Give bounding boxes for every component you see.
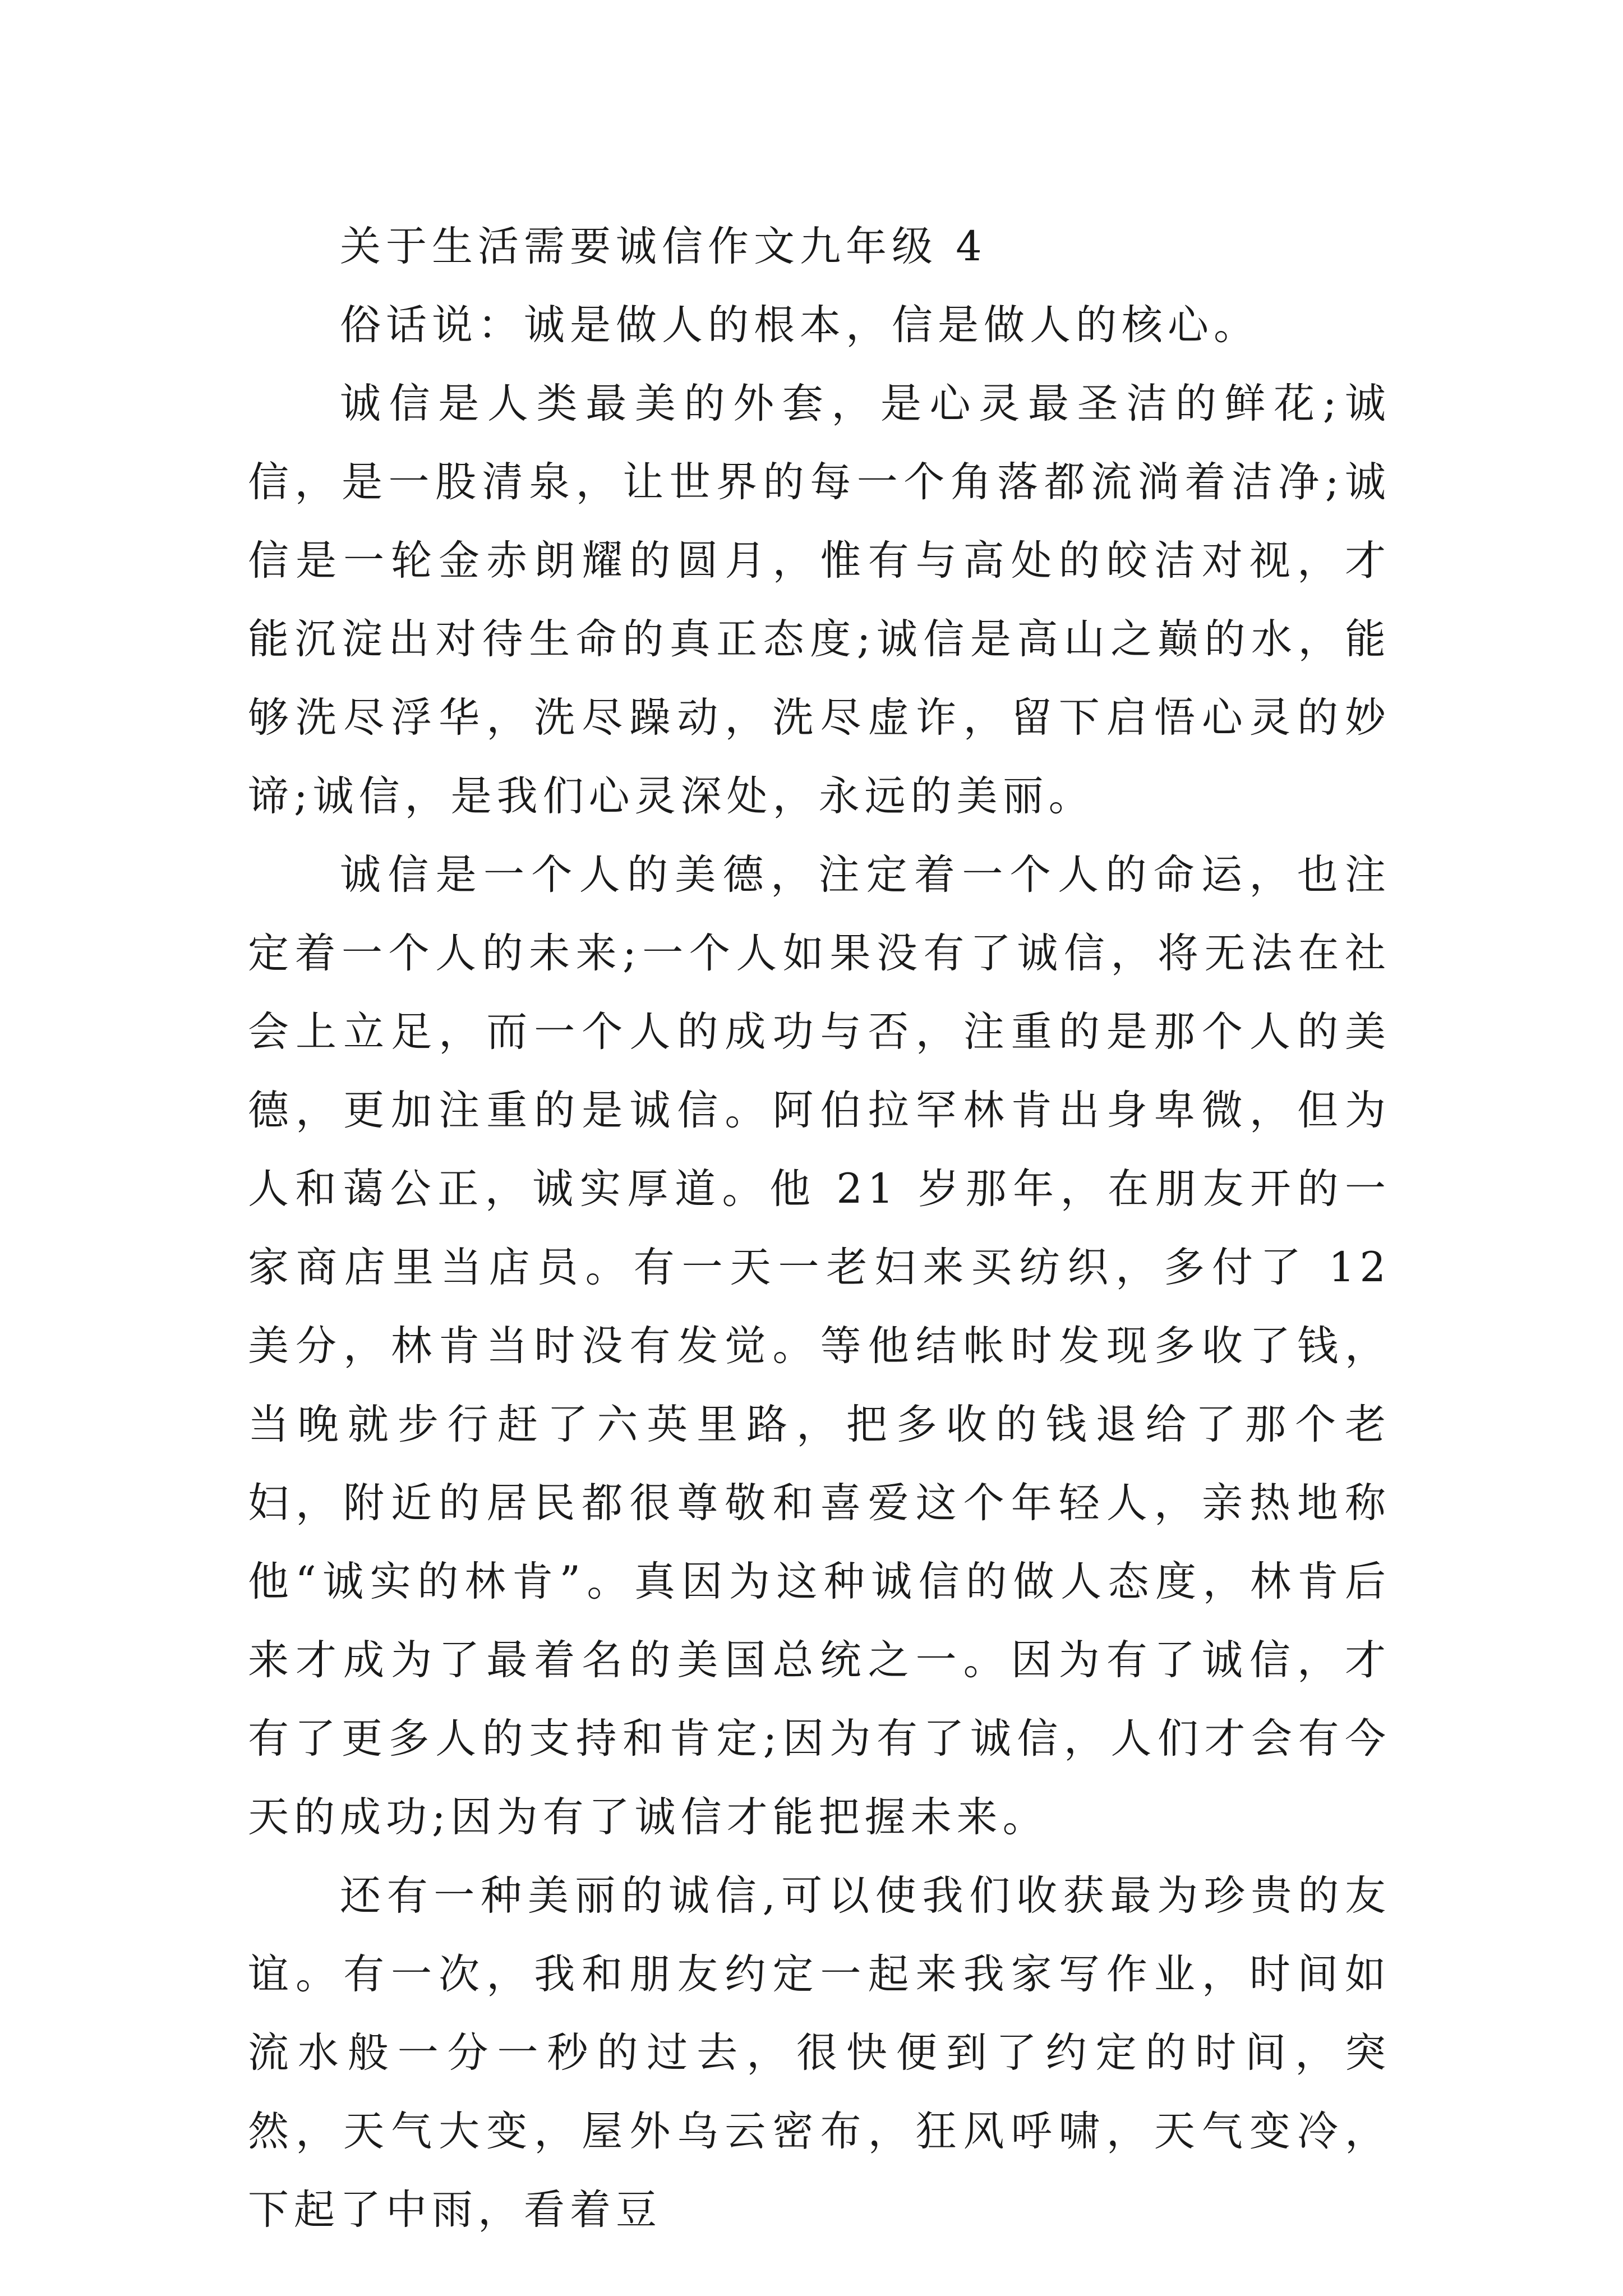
saying-line: 俗话说：诚是做人的根本，信是做人的核心。 <box>340 301 1260 349</box>
document-title: 关于生活需要诚信作文九年级 4 <box>340 223 987 270</box>
paragraph-1: 诚信是人类最美的外套，是心灵最圣洁的鲜花;诚信，是一股清泉，让世界的每一个角落都流淌着洁净;诚信是一轮金赤朗耀的圆月，惟有与高处的皎洁对视，才能沉淀出对待生命的真正态度;诚信是高山之巅的水，能够洗尽浮华，洗尽躁动，洗尽虚诈，留下启悟心灵的妙谛;诚信，是我们心灵深处，永远的美丽。 <box>248 380 1391 820</box>
document-body <box>248 208 1391 2249</box>
paragraph-3: 还有一种美丽的诚信,可以使我们收获最为珍贵的友谊。有一次，我和朋友约定一起来我家写作业，时间如流水般一分一秒的过去，很快便到了约定的时间，突然，天气大变，屋外乌云密布，狂风呼啸，天气变冷，下起了中雨，看着豆 <box>248 1872 1391 2234</box>
paragraph-2: 诚信是一个人的美德，注定着一个人的命运，也注定着一个人的未来;一个人如果没有了诚信，将无法在社会上立足，而一个人的成功与否，注重的是那个人的美德，更加注重的是诚信。阿伯拉罕林肯出身卑微，但为人和蔼公正，诚实厚道。他 21 岁那年，在朋友开的一家商店里当店员。有一天一老妇来买纺织，多付了 12 美分，林肯当时没有发觉。等他结帐时发现多收了钱，当晚就步行赶了六英里路，把多收的钱退给了那个老妇，附近的居民都很尊敬和喜爱这个年轻人，亲热地称他“诚实的林肯”。真因为这种诚信的做人态度，林肯后来才成为了最着名的美国总统之一。因为有了诚信，才有了更多人的支持和肯定;因为有了诚信，人们才会有今天的成功;因为有了诚信才能把握未来。 <box>248 851 1391 1841</box>
